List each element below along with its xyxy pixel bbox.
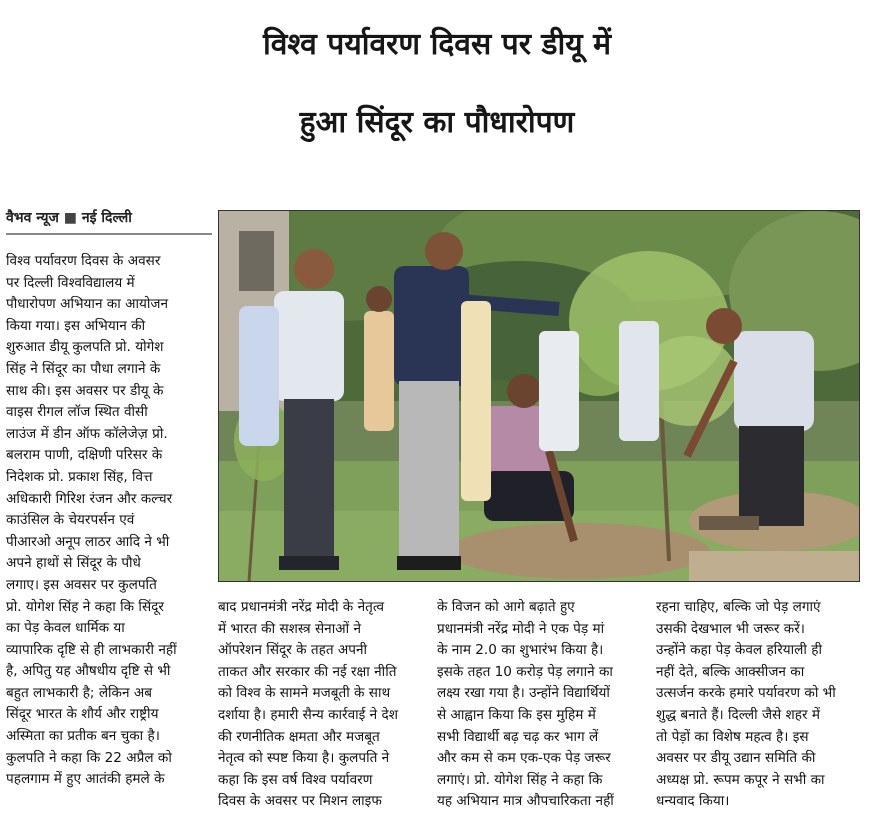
- article-line: किया गया। इस अभियान की: [6, 317, 146, 334]
- article-line: पहलगाम में हुए आतंकी हमले के: [6, 771, 165, 788]
- article-line: अध्यक्ष प्रो. रूपम कपूर ने सभी का: [656, 771, 825, 788]
- byline-source: वैभव न्यूज: [6, 210, 59, 226]
- article-line: शुद्ध बनाते हैं। दिल्ली जैसे शहर में: [656, 706, 821, 723]
- article-line: अधिकारी गिरिश रंजन और कल्चर: [6, 490, 173, 507]
- article-line: की रणनीतिक क्षमता और मजबूत: [218, 728, 380, 745]
- article-line: यह अभियान मात्र औपचारिकता नहीं: [437, 793, 614, 810]
- article-line: रहना चाहिए, बल्कि जो पेड़ लगाएं: [656, 599, 821, 615]
- article-line: निदेशक प्रो. प्रकाश सिंह, वित्त: [6, 468, 153, 485]
- article-line: लाउंज में डीन ऑफ कॉलेजेज़ प्रो.: [6, 425, 168, 442]
- article-line: अवसर पर डीयू उद्यान समिति की: [656, 750, 816, 767]
- byline-location: नई दिल्ली: [81, 210, 132, 226]
- byline-separator: ■: [63, 210, 78, 226]
- article-line: दर्शाया है। हमारी सैन्य कार्रवाई ने देश: [218, 706, 398, 723]
- article-line: सभी विद्यार्थी बढ़ चढ़ कर भाग लें: [437, 728, 599, 745]
- byline: [6, 208, 212, 235]
- article-line: वाइस रीगल लॉज स्थित वीसी: [6, 404, 148, 421]
- article-line: शुरुआत डीयू कुलपति प्रो. योगेश: [6, 339, 164, 356]
- article-line: दिवस के अवसर पर मिशन लाइफ: [218, 793, 382, 810]
- article-line: प्रो. योगेश सिंह ने कहा कि सिंदूर: [6, 598, 164, 615]
- headline-line-1: विश्व पर्यावरण दिवस पर डीयू में: [262, 27, 612, 62]
- article-line: और कम से कम एक-एक पेड़ जरूर: [437, 750, 611, 767]
- article-line: इसके तहत 10 करोड़ पेड़ लगाने का: [437, 663, 613, 680]
- article-line: उन्होंने कहा पेड़ केवल हरियाली ही: [656, 642, 822, 659]
- article-line: विश्व पर्यावरण दिवस के अवसर: [6, 253, 161, 269]
- headline-line-2: हुआ सिंदूर का पौधारोपण: [299, 105, 575, 140]
- article-line: अस्मिता का प्रतीक बन चुका है।: [6, 728, 160, 745]
- article-line: से आह्वान किया कि इस मुहिम में: [437, 706, 596, 723]
- article-line: कहा कि इस वर्ष विश्व पर्यावरण: [218, 771, 373, 788]
- article-line: ताकत और सरकार की नई रक्षा नीति: [218, 663, 397, 680]
- article-line: लक्ष्य रखा गया है। उन्होंने विद्यार्थियों: [437, 685, 610, 702]
- article-line: उत्सर्जन करके हमारे पर्यावरण को भी: [656, 685, 836, 702]
- article-line: पौधारोपण अभियान का आयोजन: [6, 296, 169, 313]
- headline: [0, 6, 874, 162]
- article-line: में भारत की सशस्त्र सेनाओं ने: [218, 620, 361, 637]
- article-line: उसकी देखभाल भी जरूर करें।: [656, 620, 805, 637]
- article-column-3: [437, 597, 642, 823]
- article-line: साथ की। इस अवसर पर डीयू के: [6, 382, 164, 399]
- article-line: कुलपति ने कहा कि 22 अप्रैल को: [6, 749, 172, 766]
- article-line: सिंह ने सिंदूर का पौधा लगाने के: [6, 360, 161, 377]
- article-column-1: [6, 251, 211, 823]
- article-line: का पेड़ केवल धार्मिक या: [6, 620, 125, 637]
- article-line: सिंदूर भारत के शौर्य और राष्ट्रीय: [6, 706, 159, 723]
- article-line: अपने हाथों से सिंदूर के पौधे: [6, 555, 141, 572]
- article-line: नेतृत्व को स्पष्ट किया है। कुलपति ने: [218, 750, 390, 767]
- article-column-2: [218, 597, 423, 823]
- article-line: पर दिल्ली विश्वविद्यालय में: [6, 274, 135, 291]
- article-line: लगाए। इस अवसर पर कुलपति: [6, 576, 157, 593]
- article-line: धन्यवाद किया।: [656, 793, 730, 810]
- article-line: तो पेड़ों का विशेष महत्व है। इस: [656, 728, 809, 745]
- article-line: पीआरओ अनूप लाठर आदि ने भी: [6, 533, 170, 550]
- article-line: बाद प्रधानमंत्री नरेंद्र मोदी के नेतृत्व: [218, 599, 385, 615]
- article-line: के विजन को आगे बढ़ाते हुए: [437, 599, 575, 615]
- article-line: को विश्व के सामने मजबूती के साथ: [218, 685, 391, 702]
- article-line: काउंसिल के चेयरपर्सन एवं: [6, 512, 135, 529]
- article-line: नहीं देते, बल्कि आक्सीजन का: [656, 663, 805, 680]
- article-line: प्रधानमंत्री नरेंद्र मोदी ने एक पेड़ मां: [437, 620, 605, 637]
- article-line: लगाएं। प्रो. योगेश सिंह ने कहा कि: [437, 771, 603, 788]
- article-line: बलराम पाणी, दक्षिणी परिसर के: [6, 447, 163, 464]
- article-line: ऑपरेशन सिंदूर के तहत अपनी: [218, 642, 368, 659]
- article-line: बहुत लाभकारी है; लेकिन अब: [6, 684, 153, 701]
- article-column-4: [656, 597, 862, 823]
- article-line: है, अपितु यह औषधीय दृष्टि से भी: [6, 663, 171, 680]
- article-line: व्यापारिक दृष्टि से ही लाभकारी नहीं: [6, 641, 177, 658]
- article-line: के नाम 2.0 का शुभारंभ किया है।: [437, 642, 604, 659]
- news-photo: [218, 210, 860, 582]
